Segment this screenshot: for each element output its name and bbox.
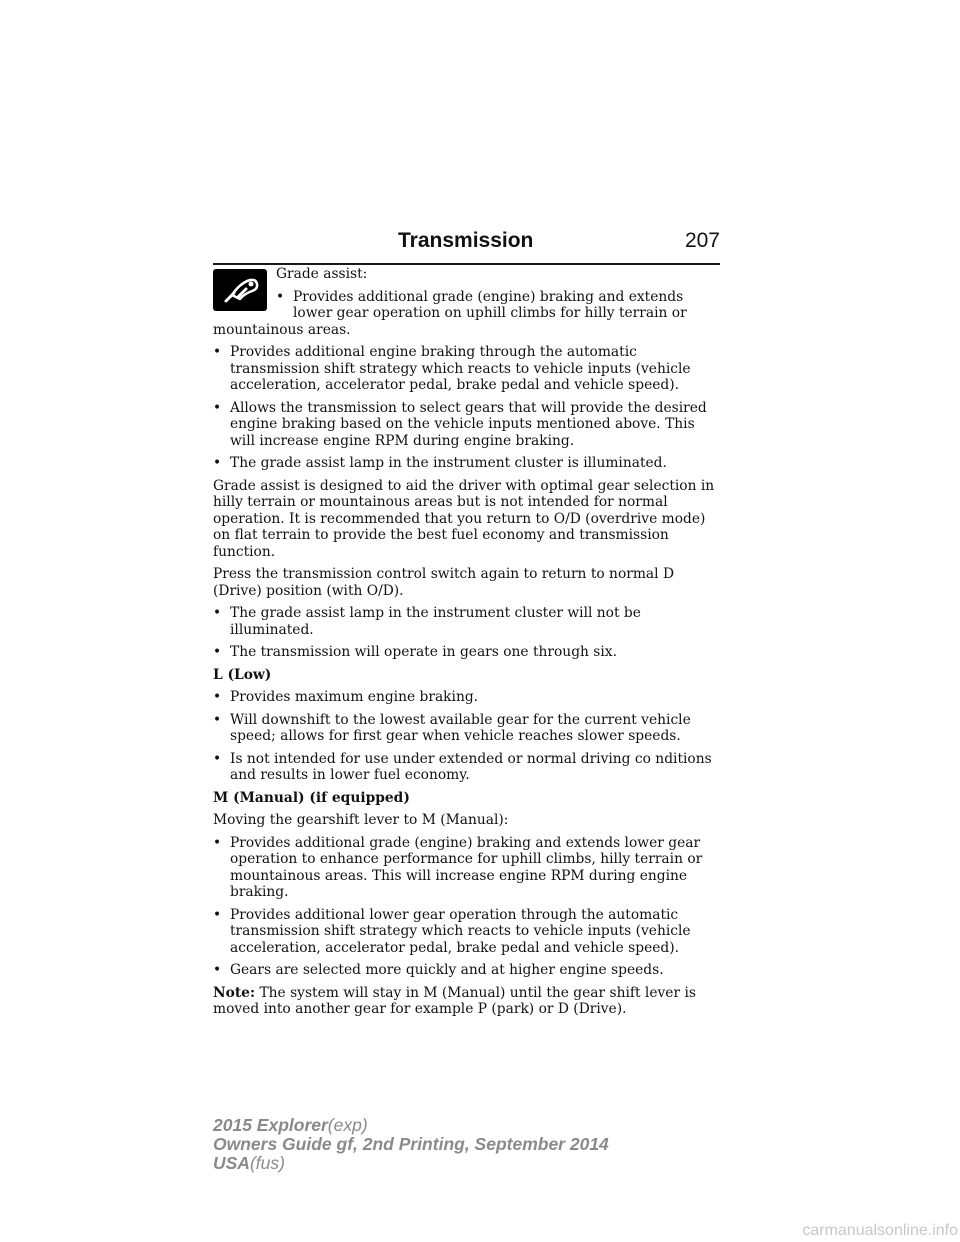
bullet-marker: • xyxy=(213,644,222,660)
list-item xyxy=(213,907,721,957)
list-item xyxy=(213,605,721,638)
page-number: 207 xyxy=(684,229,720,252)
footer-line xyxy=(213,1154,609,1173)
page-content xyxy=(213,266,721,1024)
footer-model-code: (exp) xyxy=(327,1115,368,1135)
note xyxy=(213,985,721,1018)
list-item xyxy=(213,344,721,394)
list-item xyxy=(213,751,721,784)
page-footer xyxy=(213,1116,609,1173)
grade-assist-intro: Grade assist: xyxy=(276,266,368,282)
list-item xyxy=(213,400,721,450)
list-item xyxy=(213,835,721,901)
footer-market-code: (fus) xyxy=(249,1153,285,1173)
list-item xyxy=(213,712,721,745)
bullet-marker: • xyxy=(276,288,285,305)
list-item xyxy=(213,644,721,661)
watermark: carmanualsonline.info xyxy=(802,1222,958,1239)
footer-guide: Owners Guide gf, 2nd Printing, September 2014 xyxy=(213,1134,609,1154)
list-item-text: Is not intended for use under extended or normal driving co nditions and results in lower fuel economy. xyxy=(230,750,712,783)
list-item-text: Provides additional engine braking through the automatic transmission shift strategy which reacts to vehicle inputs (vehicle acceleration, accelerator pedal, brake pedal and vehicle speed). xyxy=(230,344,691,393)
paragraph: Press the transmission control switch again to return to normal D (Drive) position (with O/D). xyxy=(213,566,675,599)
list-item-text: Provides additional grade (engine) braking and extends lower gear operation on uphill climbs for hilly terrain or xyxy=(293,288,687,321)
list-item-text: Will downshift to the lowest available gear for the current vehicle speed; allows for first gear when vehicle reaches slower speeds. xyxy=(230,711,691,744)
footer-market: USA xyxy=(213,1153,250,1173)
bullet-marker: • xyxy=(213,750,222,767)
bullet-marker: • xyxy=(213,455,222,471)
note-label: Note: xyxy=(213,984,256,1001)
paragraph: Moving the gearshift lever to M (Manual): xyxy=(213,812,509,828)
bullet-marker: • xyxy=(213,962,222,978)
footer-line xyxy=(213,1116,609,1135)
page-header xyxy=(213,227,720,265)
section-heading-low: L (Low) xyxy=(213,666,272,683)
list-item-text: The transmission will operate in gears one through six. xyxy=(230,644,617,660)
bullet-marker: • xyxy=(213,711,222,728)
bullet-marker: • xyxy=(213,834,222,851)
list-item xyxy=(213,962,721,979)
note-text: The system will stay in M (Manual) until the gear shift lever is moved into another gear for example P (park) or D (Drive). xyxy=(213,984,696,1017)
list-item-text: Provides additional grade (engine) braking and extends lower gear operation to enhance performance for uphill climbs, hilly terrain or mountainous areas. This will increase engine RPM during engine braking. xyxy=(230,834,703,900)
bullet-marker: • xyxy=(213,344,222,360)
list-item-text: The grade assist lamp in the instrument cluster will not be illuminated. xyxy=(230,605,641,638)
list-item xyxy=(213,689,721,706)
list-item xyxy=(213,455,721,472)
bullet-marker: • xyxy=(213,399,222,416)
bullet-marker: • xyxy=(213,689,222,705)
list-item-continuation: mountainous areas. xyxy=(213,321,351,338)
footer-model: 2015 Explorer xyxy=(213,1115,328,1135)
list-item-text: Gears are selected more quickly and at higher engine speeds. xyxy=(230,962,664,978)
list-item-text: Provides additional lower gear operation through the automatic transmission shift strategy which reacts to vehicle inputs (vehicle acceleration, accelerator pedal, brake pedal and vehicle speed). xyxy=(230,906,691,956)
bullet-marker: • xyxy=(213,906,222,923)
list-item-text: The grade assist lamp in the instrument cluster is illuminated. xyxy=(230,455,667,471)
section-heading-manual: M (Manual) (if equipped) xyxy=(213,789,410,806)
list-item-text: Allows the transmission to select gears that will provide the desired engine braking based on the vehicle inputs mentioned above. This will increase engine RPM during engine braking. xyxy=(230,399,707,449)
paragraph: Grade assist is designed to aid the driver with optimal gear selection in hilly terrain or mountainous areas but is not intended for normal operation. It is recommended that you return to O/D (overdrive mode) on flat terrain to provide the best fuel economy and transmission function. xyxy=(213,477,715,560)
list-item xyxy=(276,289,721,322)
section-title: Transmission xyxy=(398,229,534,252)
bullet-marker: • xyxy=(213,605,222,621)
list-item-text: Provides maximum engine braking. xyxy=(230,689,479,705)
